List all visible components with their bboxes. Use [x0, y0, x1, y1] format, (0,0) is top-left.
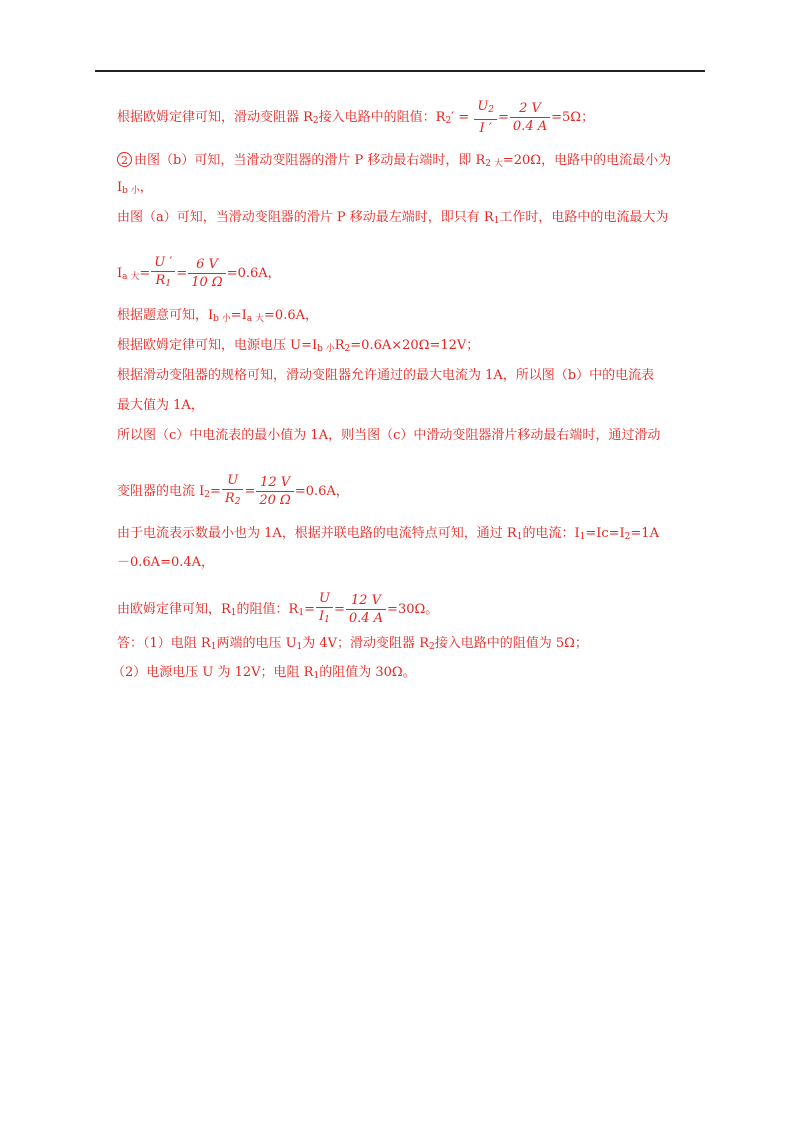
text-line-1	[117, 98, 707, 137]
text-line-14	[117, 590, 707, 629]
numerator: U	[316, 590, 333, 608]
text: 的阻值为 30Ω。	[319, 665, 416, 680]
subscript: 2	[428, 642, 435, 652]
text: 的电流：I	[522, 526, 580, 541]
text: 所以图（c）中电流表的最小值为 1A，则当图（c）中滑动变阻器滑片移动最右端时，通过滑动	[117, 428, 661, 443]
text: 由于电流表示数最小也为 1A，根据并联电路的电流特点可知，通过 R	[117, 526, 517, 541]
text: =0.6A，	[294, 484, 349, 499]
text: =30Ω。	[387, 602, 439, 617]
denominator: 0.4 A	[512, 119, 548, 134]
fraction	[188, 256, 225, 291]
text: =0.6A，	[226, 266, 281, 281]
subscript: 1	[493, 216, 500, 226]
subscript: b 小	[317, 344, 335, 354]
text: I	[117, 180, 123, 195]
circled-number: 2	[117, 152, 132, 167]
text-line-10	[117, 426, 707, 446]
denominator: 20 Ω	[259, 493, 291, 508]
text: 两端的电压 U	[216, 636, 297, 651]
subscript: 2	[445, 116, 452, 126]
text: 接入电路中的阻值为 5Ω；	[434, 636, 588, 651]
subscript: 2	[234, 497, 241, 507]
numerator: 6 V	[188, 256, 225, 274]
denominator: R	[224, 491, 235, 506]
subscript: 1	[579, 532, 586, 542]
subscript: 2 大	[485, 159, 503, 169]
text-line-16	[112, 663, 702, 686]
text: 根据题意可知，I	[117, 308, 214, 323]
denominator: 0.4 A	[348, 611, 384, 626]
text-line-15	[117, 634, 707, 657]
text-line-13	[117, 553, 707, 573]
subscript: 2	[204, 490, 211, 500]
text: 接入电路中的阻值：R	[318, 110, 446, 125]
text-line-12	[117, 524, 707, 547]
text-line-8	[117, 366, 707, 386]
subscript: 1	[210, 642, 217, 652]
subscript: a 大	[246, 314, 265, 324]
text: 工作时，电路中的电流最大为	[499, 210, 669, 225]
text: =1A	[630, 526, 659, 541]
numerator: U ′	[151, 254, 175, 272]
equals: =	[176, 266, 188, 281]
numerator: U	[222, 472, 244, 490]
text: （2）电源电压 U 为 12V；电阻 R	[112, 665, 314, 680]
subscript: 2	[312, 116, 319, 126]
text: =I	[230, 308, 247, 323]
subscript: 1	[165, 279, 172, 289]
text: ′ =	[451, 110, 470, 125]
text-line-4	[117, 208, 707, 231]
text-line-5	[117, 254, 707, 293]
text-line-2	[117, 151, 707, 174]
fraction	[474, 98, 497, 137]
text: 由欧姆定律可知，R	[117, 602, 231, 617]
subscript: 1	[313, 671, 320, 681]
text: ，	[139, 180, 153, 195]
text: 由图（b）可知，当滑动变阻器的滑片 P 移动最右端时，即 R	[134, 153, 486, 168]
fraction	[222, 472, 244, 511]
fraction	[316, 590, 333, 629]
fraction	[256, 474, 293, 509]
denominator: I	[319, 609, 325, 624]
text-line-6	[117, 306, 707, 329]
equals: =	[304, 602, 315, 617]
numerator: 12 V	[256, 474, 293, 492]
text: 最大值为 1A，	[117, 398, 204, 413]
subscript: 1	[296, 642, 303, 652]
subscript: 2	[344, 344, 351, 354]
denominator: I ′	[479, 121, 492, 136]
text: 由图（a）可知，当滑动变阻器的滑片 P 移动最左端时，即只有 R	[117, 210, 494, 225]
equals: =	[210, 484, 221, 499]
subscript: 1	[298, 608, 305, 618]
numerator: 12 V	[346, 592, 386, 610]
subscript: a 大	[122, 272, 140, 282]
text-line-3	[117, 178, 707, 201]
text: =0.6A，	[264, 308, 318, 323]
text: 根据欧姆定律可知，电源电压 U=I	[117, 338, 318, 353]
subscript: 1	[516, 532, 523, 542]
subscript: b 小	[122, 186, 140, 196]
text: 答：（1）电阻 R	[117, 636, 211, 651]
fraction	[510, 100, 550, 135]
subscript: 2	[488, 105, 495, 115]
text: R	[334, 338, 345, 353]
text: =Ic=I	[585, 526, 625, 541]
text: －0.6A=0.4A，	[117, 555, 215, 570]
equals: =	[333, 602, 345, 617]
text-line-9	[117, 396, 707, 416]
numerator: 2 V	[510, 100, 550, 118]
fraction	[346, 592, 386, 627]
subscript: b 小	[213, 314, 231, 324]
text: 根据欧姆定律可知，滑动变阻器 R	[117, 110, 313, 125]
text: 为 4V；滑动变阻器 R	[302, 636, 429, 651]
text: 根据滑动变阻器的规格可知，滑动变阻器允许通过的最大电流为 1A，所以图（b）中的电流表	[117, 368, 655, 383]
text-line-11	[117, 472, 707, 511]
numerator: U	[477, 99, 489, 114]
subscript: 1	[324, 615, 330, 625]
text: 的阻值：R	[236, 602, 299, 617]
text: 变阻器的电流 I	[117, 484, 205, 499]
text: =0.6A×20Ω=12V；	[350, 338, 480, 353]
equals: =	[244, 484, 256, 499]
text: I	[117, 266, 123, 281]
denominator: 10 Ω	[191, 275, 223, 290]
subscript: 1	[230, 608, 237, 618]
header-rule	[95, 70, 705, 72]
text: =5Ω；	[551, 110, 595, 125]
text-line-7	[117, 336, 707, 359]
denominator: R	[155, 273, 166, 288]
fraction	[151, 254, 175, 293]
equals: =	[498, 110, 509, 125]
equals: =	[139, 266, 151, 281]
subscript: 2	[624, 532, 631, 542]
text: =20Ω，电路中的电流最小为	[502, 153, 672, 168]
